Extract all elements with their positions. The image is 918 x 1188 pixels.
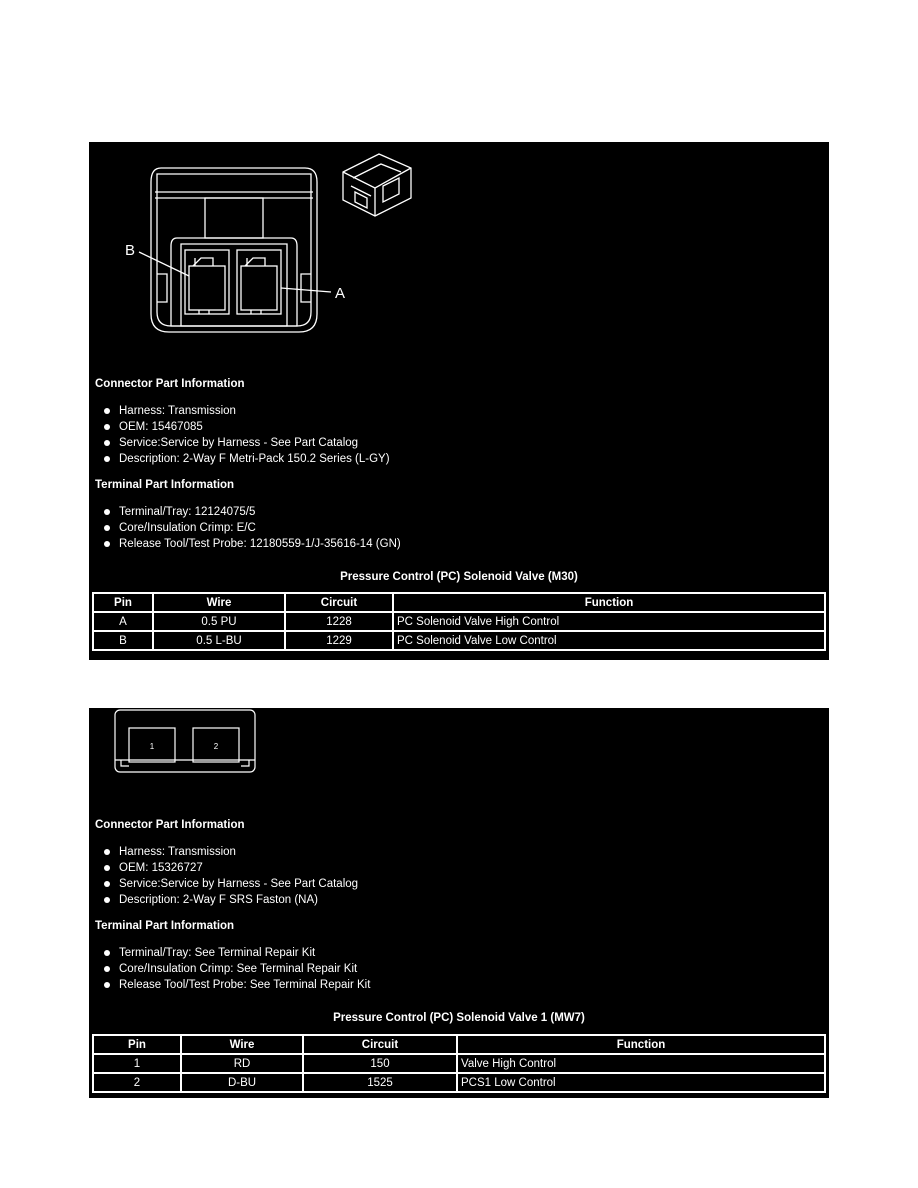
column-header-wire: Wire — [153, 593, 285, 612]
connector-info-list — [99, 844, 358, 908]
cell-wire: D-BU — [181, 1073, 303, 1092]
table-row — [93, 612, 825, 631]
connector-face-diagram — [89, 142, 829, 342]
list-item: Description: 2-Way F SRS Faston (NA) — [99, 892, 358, 908]
list-item: OEM: 15326727 — [99, 860, 358, 876]
column-header-circuit: Circuit — [285, 593, 393, 612]
label-pin-1: 1 — [149, 742, 155, 751]
terminal-info-list — [99, 945, 370, 993]
connector-face-diagram — [89, 708, 829, 788]
column-header-function: Function — [457, 1035, 825, 1054]
column-header-pin: Pin — [93, 1035, 181, 1054]
table-header-row — [93, 1035, 825, 1054]
list-item: Harness: Transmission — [99, 403, 390, 419]
cell-circuit: 150 — [303, 1054, 457, 1073]
cell-wire: RD — [181, 1054, 303, 1073]
table-header-row — [93, 593, 825, 612]
label-cavity-b: B — [125, 242, 136, 259]
list-item: Description: 2-Way F Metri-Pack 150.2 Series (L-GY) — [99, 451, 390, 467]
pinout-table — [92, 592, 826, 651]
cell-circuit: 1228 — [285, 612, 393, 631]
cell-pin: 2 — [93, 1073, 181, 1092]
label-pin-2: 2 — [213, 742, 219, 751]
terminal-info-heading: Terminal Part Information — [95, 920, 235, 932]
table-row — [93, 631, 825, 650]
cell-circuit: 1229 — [285, 631, 393, 650]
connector-panel-m30 — [89, 142, 829, 660]
cell-pin: B — [93, 631, 153, 650]
list-item: Harness: Transmission — [99, 844, 358, 860]
list-item: Release Tool/Test Probe: See Terminal Repair Kit — [99, 977, 370, 993]
label-cavity-a: A — [335, 285, 346, 302]
cell-function: Valve High Control — [457, 1054, 825, 1073]
cell-wire: 0.5 PU — [153, 612, 285, 631]
cell-pin: 1 — [93, 1054, 181, 1073]
list-item: Service:Service by Harness - See Part Catalog — [99, 435, 390, 451]
column-header-pin: Pin — [93, 593, 153, 612]
cell-pin: A — [93, 612, 153, 631]
column-header-circuit: Circuit — [303, 1035, 457, 1054]
list-item: Release Tool/Test Probe: 12180559-1/J-35616-14 (GN) — [99, 536, 401, 552]
connector-info-heading: Connector Part Information — [95, 819, 245, 831]
table-row — [93, 1054, 825, 1073]
list-item: Service:Service by Harness - See Part Catalog — [99, 876, 358, 892]
list-item: Terminal/Tray: See Terminal Repair Kit — [99, 945, 370, 961]
column-header-wire: Wire — [181, 1035, 303, 1054]
list-item: Terminal/Tray: 12124075/5 — [99, 504, 401, 520]
table-row — [93, 1073, 825, 1092]
pinout-table-title: Pressure Control (PC) Solenoid Valve (M30) — [340, 571, 578, 583]
connector-panel-mw7 — [89, 708, 829, 1098]
terminal-info-heading: Terminal Part Information — [95, 479, 235, 491]
pinout-table-title: Pressure Control (PC) Solenoid Valve 1 (MW7) — [333, 1012, 585, 1024]
cell-wire: 0.5 L-BU — [153, 631, 285, 650]
pinout-table — [92, 1034, 826, 1093]
connector-info-list — [99, 403, 390, 467]
column-header-function: Function — [393, 593, 825, 612]
cell-circuit: 1525 — [303, 1073, 457, 1092]
list-item: Core/Insulation Crimp: E/C — [99, 520, 401, 536]
list-item: Core/Insulation Crimp: See Terminal Repair Kit — [99, 961, 370, 977]
terminal-info-list — [99, 504, 401, 552]
cell-function: PC Solenoid Valve High Control — [393, 612, 825, 631]
cell-function: PC Solenoid Valve Low Control — [393, 631, 825, 650]
list-item: OEM: 15467085 — [99, 419, 390, 435]
cell-function: PCS1 Low Control — [457, 1073, 825, 1092]
connector-info-heading: Connector Part Information — [95, 378, 245, 390]
